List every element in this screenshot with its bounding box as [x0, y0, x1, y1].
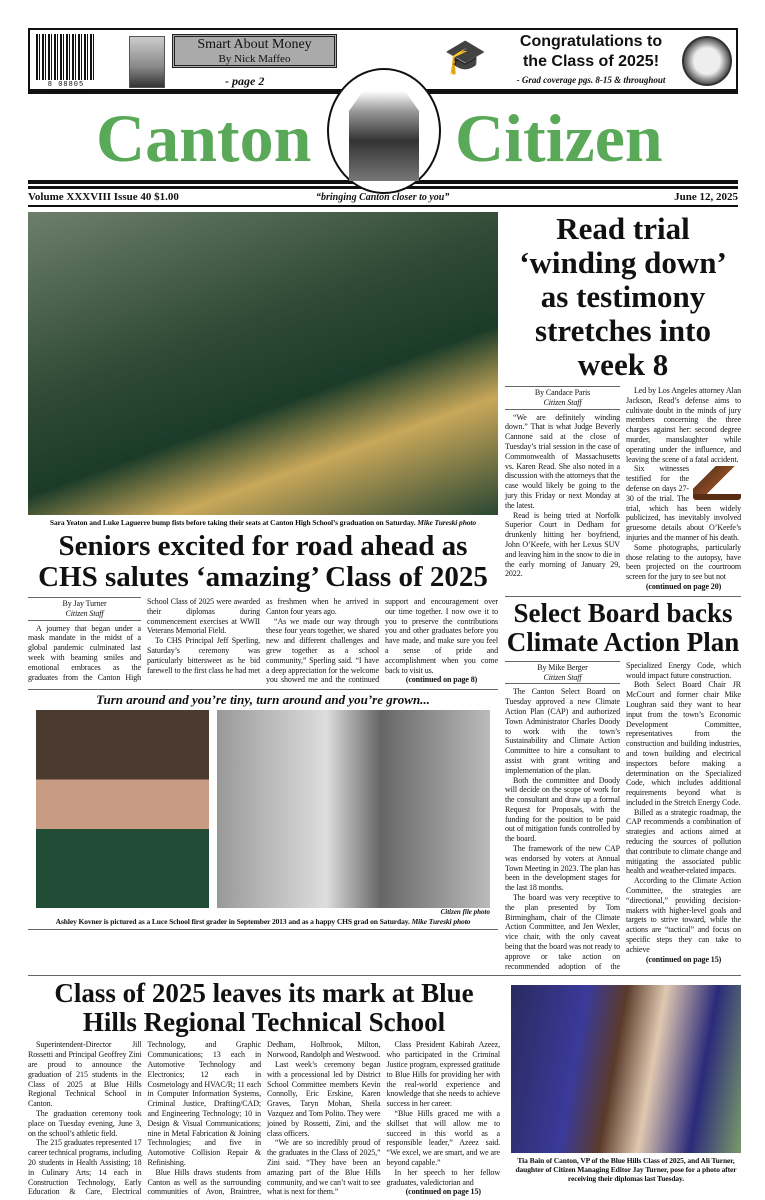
page-content — [28, 212, 741, 1197]
issue-date: June 12, 2025 — [674, 191, 738, 203]
text: Citizen Staff — [543, 397, 582, 407]
text: Sara Yeaton and Luke Laguerre bump fists before taking their seats at Canton High School’s graduation on Saturday. — [49, 518, 416, 527]
paragraph: The board was very receptive to the plan presented by Tom Birmingham, chair of the Climate Action Committee, and Jen Wexler, vice chair, with the only caveat being that the board was not ready to approve or take action on recommended adoption of the Specialized Energy Code, which would impact future construction. — [505, 660, 741, 971]
paragraph: “We are so incredibly proud of the graduates in the Class of 2025,” Zini said. “They have been an amazing part of the Blue Hills community, and we can’t wait to see what is next for them.” — [267, 1138, 381, 1197]
select-board-headline[interactable]: Select Board backs Climate Action Plan — [506, 597, 740, 657]
promo-page: - page 2 — [225, 74, 265, 88]
middle-section — [28, 212, 741, 971]
masthead-citizen: Citizen — [455, 100, 663, 176]
barcode-number: 8 08805 93080 1 — [47, 81, 85, 97]
paragraph: Six witnesses testified for the defense on days 27-30 of the trial. The trial, which has been widely publicized, has inevitably involved gruesome details about O’Keefe’s injuries and the manner of his death. — [626, 464, 741, 542]
divider — [28, 205, 738, 207]
paragraph: “As we made our way through these four years together, we shared new and different challenges and grew together as a school community,” Sperling said. “I have a deep appreciation for the welcome you showed me and the continued support and encouragement over our time together. I now owe it to you to preserve the contributions you and other graduates before you have made, and make sure you feel a sense of pride and accomplishment when you come back to visit us. — [266, 597, 498, 685]
paragraph: According to the Climate Action Committee, the strategies are “directional,” providing decision-makers with higher-level goals and targets to strive toward, while the actions are “tactical” and focus on specific steps they can take to achieve — [626, 876, 741, 954]
feature-photo-box — [28, 689, 498, 930]
paragraph: Superintendent-Director Jill Rossetti and Principal Geoffrey Zini are proud to announce the graduation of 215 students in the Class of 2025 at Blue Hills Regional Technical School in Canton. — [28, 1040, 142, 1109]
paragraph: Class President Kabirah Azeez, who participated in the Criminal Justice program, expressed gratitude to Blue Hills for providing her with the real-world experience and knowledge that she needs to achieve success in her career. — [386, 1040, 500, 1109]
blue-hills-photo-block — [511, 985, 741, 1183]
promo-congratulations[interactable] — [505, 32, 677, 72]
text: Citizen Staff — [543, 672, 582, 682]
continued-link[interactable]: (continued on page 15) — [645, 954, 722, 964]
paragraph: The framework of the new CAP was endorsed by voters at Annual Town Meeting in 2023. The plan has been in the development stages for the last 18 months. — [505, 844, 620, 893]
blue-hills-story — [28, 979, 500, 1197]
first-grader-photo — [217, 710, 490, 908]
blue-hills-grads-photo — [511, 985, 741, 1153]
byline — [505, 661, 620, 685]
paragraph: Both Select Board Chair JR McCourt and former chair Mike Loughran said they want to hear input from the town’s Economic Development Committee, representatives from the construction and building industries, and town building and electrical inspectors before making a determination on the Specialized Code, which includes additional requirements beyond what is included in the Stretch Energy Code. — [626, 680, 741, 807]
text: Mike Tureski photo — [411, 917, 471, 927]
promo-line2: the Class of 2025! — [522, 53, 660, 70]
barcode — [36, 34, 96, 80]
paragraph: To CHS Principal Jeff Sperling, Saturday’s ceremony was particularly bittersweet as he bid farewell to the first class he had met as freshmen when he arrived in Canton four years ago. — [147, 597, 379, 675]
graduation-cap-icon: 🎓 — [444, 39, 487, 76]
continued-link[interactable]: (continued on page 8) — [405, 675, 478, 685]
promo-smart-about-money[interactable] — [172, 34, 337, 68]
paragraph: “We are definitely winding down.” That is what Judge Beverly Cannone said at the close of Tuesday’s trial session in the case of Commonwealth of Massachusetts vs. Karen Read. She also noted in a discussion with the attorneys that the case would likely be going to the jury this Friday or next Monday at the latest. — [505, 412, 620, 510]
paragraph: A journey that began under a mask mandate in the midst of a global pandemic culminated last week with beaming smiles and emotional embraces as the graduates from the Canton High School Class of 2025 were awarded their diplomas during commencement exercises at WWII Veterans Memorial Field. — [28, 597, 260, 682]
main-graduation-photo — [28, 212, 498, 515]
paragraph: Led by Los Angeles attorney Alan Jackson, Read’s defense aims to cultivate doubt in the minds of jury members concerning the three charges against her: second degree murder, manslaughter while operating under the influence, and leaving the scene of a fatal accident. — [626, 386, 741, 464]
file-photo-credit: Citizen file photo — [440, 908, 490, 917]
right-column — [505, 212, 741, 971]
byline — [28, 597, 141, 621]
paragraph: The 215 graduates represented 17 career technical programs, including 20 students in Health Assisting; 18 in Culinary Arts; 14 each in Construction Technology, Early Education & Care, Electrical Technology, and Graphic Communications; 13 each in Automotive Technology and Electronics; 12 each in Cosmetology and HVAC/R; 11 each in Computer Information Systems, Criminal Justice, Drafting/CAD; and Engineering Technology; 10 in Design & Visual Communications; nine in Metal Fabrication & Joining Technologies; and five in Automotive Collision Repair & Refinishing. — [28, 1040, 261, 1197]
paragraph: Last week’s ceremony began with a processional led by District School Committee members Kevin Connolly, Eric Erskine, Karen Graves, Taryn Mohan, Sheila Vazquez and Tom Polito. They were joined by Rossetti, Zini, and the class officers. — [267, 1060, 381, 1138]
volume-issue: Volume XXXVIII Issue 40 $1.00 — [28, 191, 179, 203]
continued-link[interactable]: (continued on page 15) — [405, 1187, 481, 1197]
text: Mike Tureski photo — [417, 518, 477, 527]
text: Citizen Staff — [65, 608, 104, 618]
feature-photo-title: Turn around and you’re tiny, turn around and you’re grown... — [96, 692, 430, 708]
paragraph: The graduation ceremony took place on Tuesday evening, June 3, on the school’s athletic field. — [28, 1109, 142, 1138]
text: By Mike Berger — [537, 662, 588, 672]
paragraph: Billed as a strategic roadmap, the CAP recommends a combination of strategies and actions aimed at reducing the sources of pollution that contribute to climate change and mitigating the associated public health and weather-related impacts. — [626, 807, 741, 876]
left-column — [28, 212, 498, 930]
seniors-headline[interactable]: Seniors excited for road ahead as CHS salutes ‘amazing’ Class of 2025 — [38, 530, 488, 593]
paragraph: In her speech to her fellow graduates, valedictorian and — [386, 1167, 500, 1187]
slogan: “bringing Canton closer to you” — [316, 192, 450, 203]
paragraph: Blue Hills draws students from Canton as well as the surrounding communities of Avon, Braintree, Dedham, Holbrook, Milton, Norwood, Randolph and Westwood. — [147, 1040, 381, 1197]
feature-photos — [28, 707, 498, 908]
divider — [505, 596, 741, 597]
bulldog-mascot-icon — [682, 36, 732, 86]
bottom-section — [28, 975, 741, 1197]
paragraph: Both the committee and Doody will decide on the scope of work for the consultant and draw up a formal Request for Proposals, with the funding for the position to be paid out of mitigation funds controlled by the board. — [505, 775, 620, 844]
main-photo-caption — [28, 518, 498, 527]
promo-subtitle: - Grad coverage pgs. 8-15 & throughout — [516, 75, 666, 85]
grad-portrait-photo — [36, 710, 209, 908]
blue-hills-article — [28, 1040, 500, 1197]
paragraph: Read is being tried at Norfolk Superior Court in Dedham for drunkenly hitting her boyfriend, John O’Keefe, with her Lexus SUV and leaving him in the snow to die in the early morning of January 29, 2022. — [505, 510, 620, 579]
feature-photo-caption — [28, 917, 498, 926]
promo-line1: Congratulations to — [519, 33, 663, 50]
columnist-photo — [129, 36, 165, 88]
blue-hills-headline[interactable]: Class of 2025 leaves its mark at Blue Hills Regional Technical School — [54, 978, 474, 1038]
masthead-canton: Canton — [96, 100, 312, 176]
read-trial-headline[interactable]: Read trial ‘winding down’ as testimony stretches into week 8 — [519, 211, 727, 382]
paragraph: The Canton Select Board on Tuesday approved a new Climate Action Plan (CAP) and authorized Town Administrator Charles Doody to work with the town’s Sustainability and Climate Action Committee to hire a consultant to assist with grant writing and implementation of the plan. — [505, 687, 620, 775]
text: Ashley Kovner is pictured as a Luce School first grader in September 2013 and as a happy CHS grad on Saturday. — [55, 917, 410, 927]
select-board-article — [505, 661, 741, 972]
text: By Jay Turner — [62, 599, 107, 608]
text: By Candace Paris — [534, 388, 591, 397]
byline — [505, 386, 620, 410]
continued-link[interactable]: (continued on page 20) — [645, 581, 722, 591]
paragraph: “Blue Hills graced me with a skillset that will allow me to succeed in this world as a responsible leader,” Azeez said. “We excel, we are smart, and we are beyond capable.” — [386, 1109, 500, 1167]
paragraph: Some photographs, particularly those relating to the autopsy, have been projected on the courtroom screen for the jury to see but not — [626, 542, 741, 582]
promo-title: Smart About Money — [197, 37, 312, 52]
seniors-article — [28, 597, 498, 685]
town-seal-logo — [327, 68, 441, 194]
gavel-image — [693, 466, 741, 500]
blue-hills-photo-caption: Tia Bain of Canton, VP of the Blue Hills Class of 2025, and Ali Turner, daughter of Citizen Managing Editor Jay Turner, pose for a photo after receiving their diplomas last Tuesday. — [515, 1156, 737, 1184]
promo-byline: By Nick Maffeo — [218, 53, 291, 65]
read-trial-article — [505, 386, 741, 592]
